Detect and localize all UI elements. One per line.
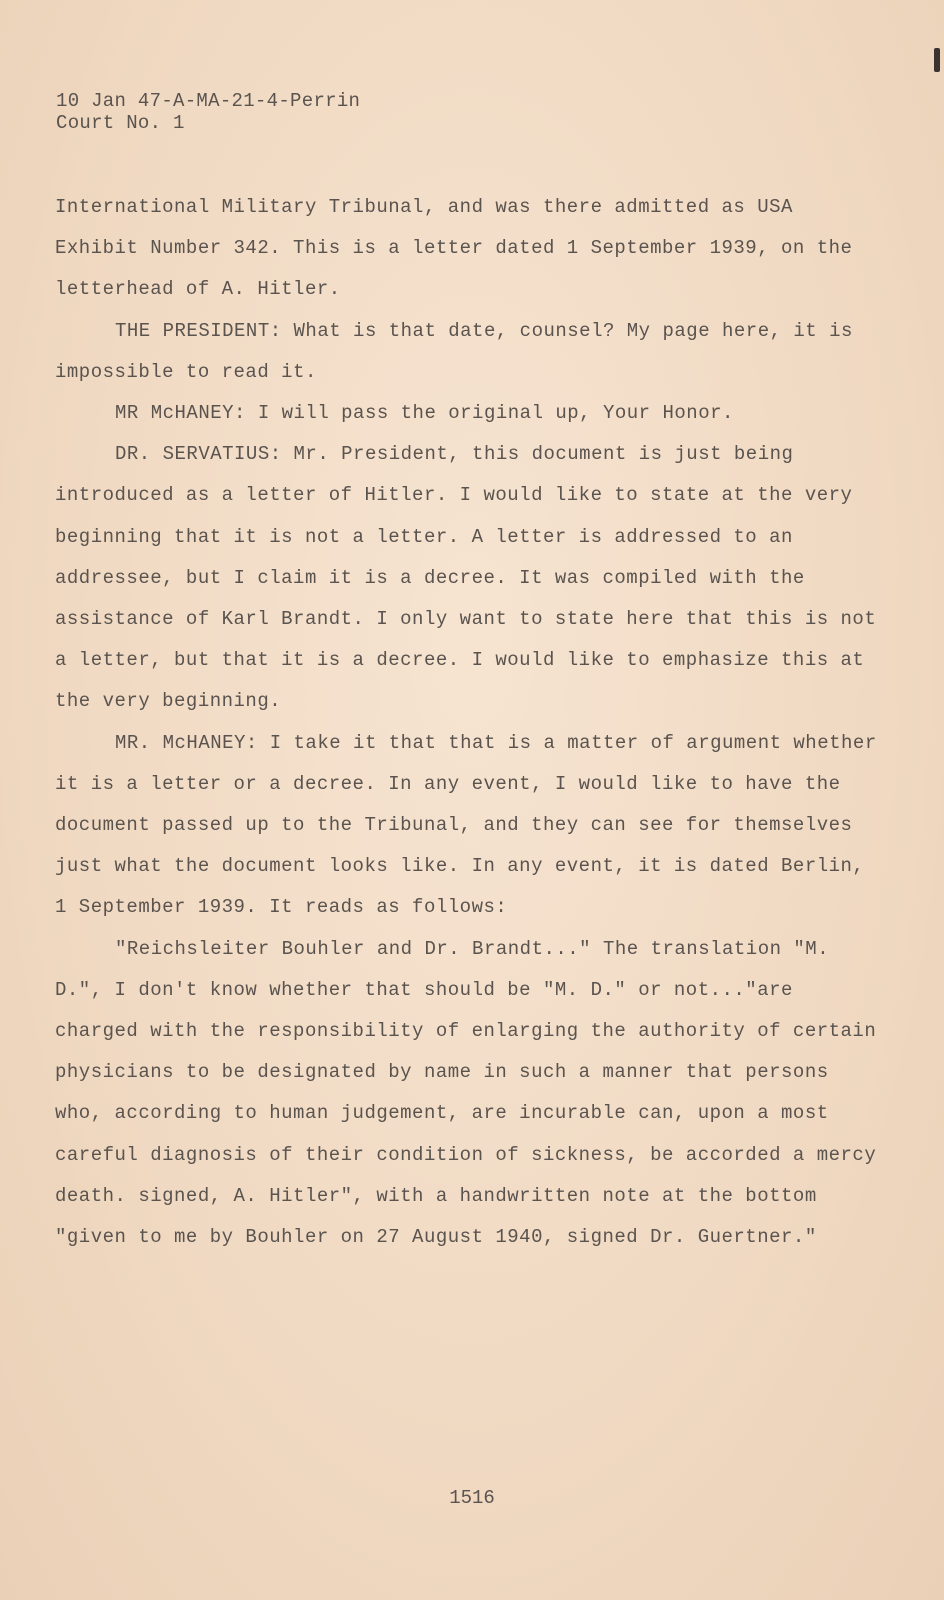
transcript-body	[55, 187, 885, 1258]
paragraph-president: THE PRESIDENT: What is that date, counsel? My page here, it is impossible to read it.	[55, 319, 853, 383]
paragraph-quote: "Reichsleiter Bouhler and Dr. Brandt..." The translation "M. D.", I don't know whether that should be "M. D." or not..."are charged with the responsibility of enlarging the authority of certain physicians to be designated by name in such a manner that persons who, according to human judgement, are incurable can, upon a most careful diagnosis of their condition of sickness, be accorded a mercy death. signed, A. Hitler", with a handwritten note at the bottom "given to me by Bouhler on 27 August 1940, signed Dr. Guertner."	[55, 937, 877, 1249]
page-edge-mark	[934, 48, 940, 72]
document-header	[56, 90, 360, 134]
paragraph-servatius: DR. SERVATIUS: Mr. President, this document is just being introduced as a letter of Hitler. I would like to state at the very beginning that it is not a letter. A letter is addressed to an addressee, but I claim it is a decree. It was compiled with the assistance of Karl Brandt. I only want to state here that this is not a letter, but that it is a decree. I would like to emphasize this at the very beginning.	[55, 443, 877, 713]
paragraph-exhibit: International Military Tribunal, and was there admitted as USA Exhibit Number 342. This is a letter dated 1 September 1939, on the letterhead of A. Hitler.	[55, 196, 853, 301]
paragraph-mchaney-2: MR. McHANEY: I take it that that is a matter of argument whether it is a letter or a decree. In any event, I would like to have the document passed up to the Tribunal, and they can see for themselves just what the document looks like. In any event, it is dated Berlin, 1 September 1939. It reads as follows:	[55, 731, 877, 919]
header-line-court: Court No. 1	[56, 112, 185, 134]
header-line-date-code: 10 Jan 47-A-MA-21-4-Perrin	[56, 90, 361, 112]
page-number: 1516	[449, 1487, 495, 1509]
paragraph-mchaney-1: MR McHANEY: I will pass the original up, Your Honor.	[115, 402, 734, 425]
